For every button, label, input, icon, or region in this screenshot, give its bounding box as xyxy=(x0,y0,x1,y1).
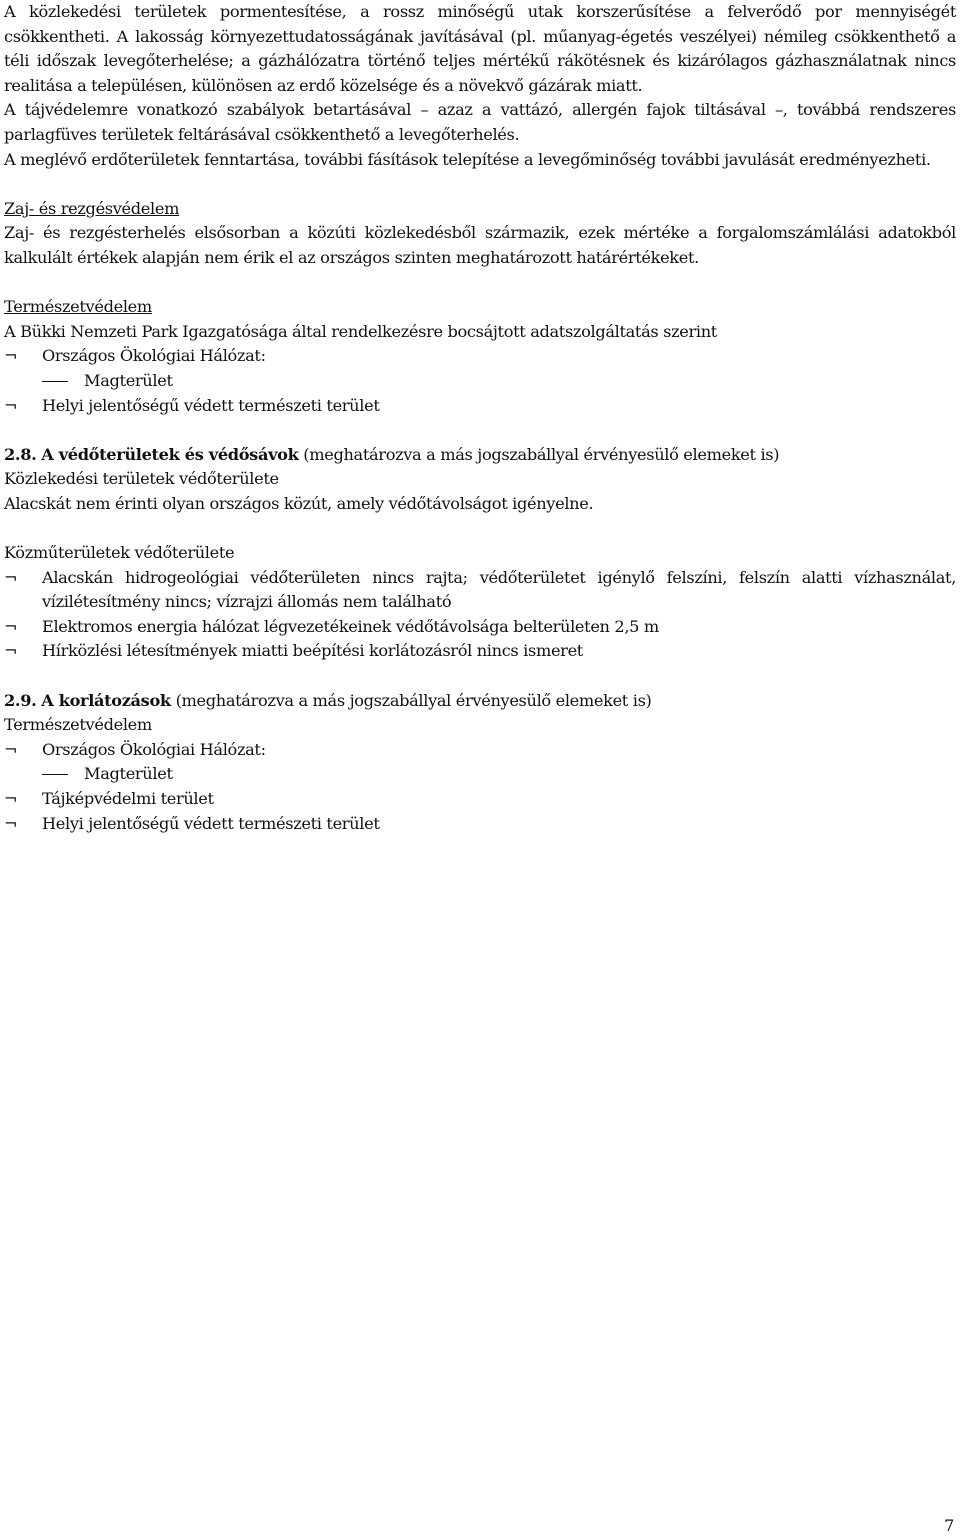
section-title: A védőterületek és védősávok xyxy=(41,444,299,464)
heading-utility-protection-zone: Közműterületek védőterülete xyxy=(4,543,235,563)
list-item-text: Elektromos energia hálózat légvezetékeinek védőtávolsága belterületen 2,5 m xyxy=(42,616,659,636)
section-title: A korlátozások xyxy=(41,690,171,710)
list-item-text: Alacskán hidrogeológiai védőterületen nincs rajta; védőterületet igénylő felszíni, felszín alatti vízhasználat, vízilétesítmény nincs; vízrajzi állomás nem található xyxy=(42,567,956,612)
page-content xyxy=(4,0,956,836)
list-item-text: Hírközlési létesítmények miatti beépítési korlátozásról nincs ismeret xyxy=(42,641,583,661)
paragraph-nature-intro: A Bükki Nemzeti Park Igazgatósága által rendelkezésre bocsájtott adatszolgáltatás szerint xyxy=(4,321,717,341)
list-item-text: Országos Ökológiai Hálózat: xyxy=(42,346,266,366)
bullet-marker: ¬ xyxy=(4,641,18,661)
bullet-marker: ¬ xyxy=(4,813,18,833)
list-item xyxy=(4,344,956,369)
section-heading-2-9 xyxy=(4,689,956,714)
paragraph-air-quality-dust: A közlekedési területek pormentesítése, a rossz minőségű utak korszerűsítése a felverődő por mennyiségét csökkentheti. A lakosság környezettudatosságának javításával (pl. műanyag-égetés veszélyei) némileg csökkenthető a téli időszak levegőterhelése; a gázhálózatra történő teljes mértékű rákötésnek és kizárólagos gázhasználatnak nincs realitása a településen, különösen az erdő közelsége és a növekvő gázárak miatt. xyxy=(4,2,956,95)
bullet-marker: ¬ xyxy=(4,789,18,808)
sub-list-item-text: Magterület xyxy=(84,764,173,784)
sub-list-item xyxy=(4,369,956,394)
list-item-text: Helyi jelentőségű védett természeti terület xyxy=(42,813,380,833)
section-number: 2.8. xyxy=(4,444,37,464)
heading-nature-protection: Természetvédelem xyxy=(4,297,152,317)
list-item xyxy=(4,566,956,615)
list-item-text: Helyi jelentőségű védett természeti terület xyxy=(42,395,380,415)
page-number: 7 xyxy=(944,1516,954,1535)
bullet-marker: ¬ xyxy=(4,395,18,415)
dash-marker xyxy=(42,381,68,382)
bullet-marker: ¬ xyxy=(4,616,18,636)
list-item-text: Országos Ökológiai Hálózat: xyxy=(42,739,266,759)
paragraph-transport-protection: Alacskát nem érinti olyan országos közút, amely védőtávolságot igényelne. xyxy=(4,493,594,513)
list-item xyxy=(4,615,956,640)
list-item xyxy=(4,738,956,763)
list-item xyxy=(4,394,956,419)
list-item-text: Tájképvédelmi terület xyxy=(42,789,214,808)
sub-list-item xyxy=(4,762,956,787)
dash-marker xyxy=(42,774,68,775)
heading-transport-protection-zone: Közlekedési területek védőterülete xyxy=(4,469,279,489)
paragraph-forest-maintenance: A meglévő erdőterületek fenntartása, további fásítások telepítése a levegőminőség további javulását eredményezheti. xyxy=(4,149,931,169)
section-heading-2-8 xyxy=(4,443,956,468)
bullet-marker: ¬ xyxy=(4,346,18,366)
paragraph-noise: Zaj- és rezgésterhelés elsősorban a közúti közlekedésből származik, ezek mértéke a forgalomszámlálási adatokból kalkulált értékek alapján nem érik el az országos szinten meghatározott határértékeket. xyxy=(4,223,956,267)
section-number: 2.9. xyxy=(4,690,37,710)
heading-nature-protection-restrictions: Természetvédelem xyxy=(4,715,152,735)
list-item xyxy=(4,639,956,664)
list-item xyxy=(4,812,956,837)
bullet-marker: ¬ xyxy=(4,739,18,759)
sub-list-item-text: Magterület xyxy=(84,370,173,390)
paragraph-landscape-rules: A tájvédelemre vonatkozó szabályok betartásával – azaz a vattázó, allergén fajok tiltásával –, továbbá rendszeres parlagfüves területek feltárásával csökkenthető a levegőterhelés. xyxy=(4,100,956,144)
bullet-marker: ¬ xyxy=(4,567,18,587)
list-item xyxy=(4,787,956,812)
section-title-note: (meghatározva a más jogszabállyal érvényesülő elemeket is) xyxy=(303,444,780,464)
heading-noise-protection: Zaj- és rezgésvédelem xyxy=(4,198,180,218)
section-title-note: (meghatározva a más jogszabállyal érvényesülő elemeket is) xyxy=(175,690,652,710)
